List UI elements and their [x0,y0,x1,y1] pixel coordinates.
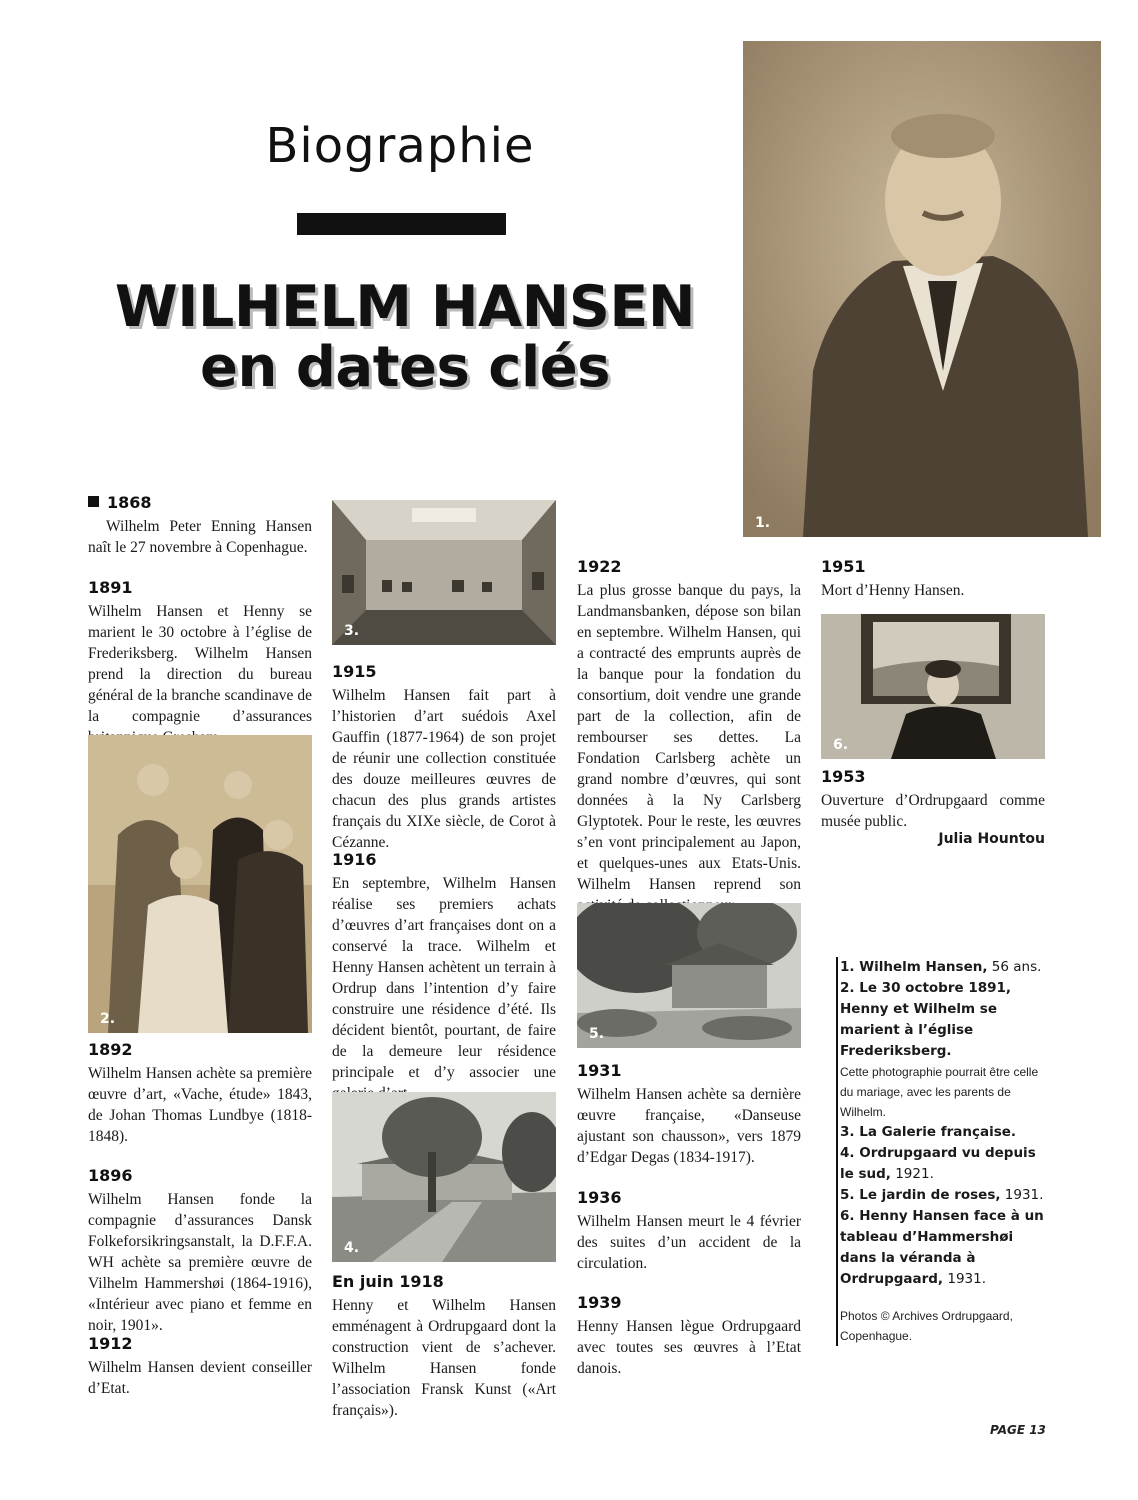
caption-6: 6. Henny Hansen face à un tableau d’Hammershøi dans la véranda à Ordrupgaard, 1931. [840,1208,1044,1287]
caption-2-detail: Cette photographie pourrait être celle du mariage, avec les parents de Wilhelm. [840,1065,1039,1119]
entry-text: Wilhelm Peter Enning Hansen naît le 27 novembre à Copenhague. [88,518,312,556]
entry-text: Henny et Wilhelm Hansen emménagent à Ordrupgaard dont la construction vient de s’achever. Wilhelm Hansen fonde l’association Fransk Kunst («Art français»). [332,1297,556,1419]
entry-text: Wilhelm Hansen meurt le 4 février des suites d’un accident de la circulation. [577,1213,801,1272]
caption-5: 5. Le jardin de roses, 1931. [840,1187,1044,1203]
portrait-photo [743,41,1101,537]
entry-year: 1931 [577,1061,622,1080]
photo-number: 3. [344,623,360,639]
entry-year: 1891 [88,578,133,597]
section-title: Biographie [265,118,535,174]
entry-text: Wilhelm Hansen achète sa dernière œuvre française, «Danseuse ajustant son chausson», vers 1879 d’Edgar Degas (1834-1917). [577,1086,801,1166]
page-title [90,274,720,400]
photo-number: 4. [344,1240,360,1256]
page-number: PAGE 13 [990,1423,1046,1437]
entry-year: 1936 [577,1188,622,1207]
entry-1922 [577,557,801,916]
title-divider [297,213,506,235]
entry-1868 [88,493,312,558]
entry-text: Wilhelm Hansen achète sa première œuvre d’art, «Vache, étude» 1843, de Johan Thomas Lundbye (1818-1848). [88,1065,312,1145]
entry-year: 1915 [332,662,377,681]
title-line-1: WILHELM HANSEN [114,274,696,340]
caption-2: 2. Le 30 octobre 1891, Henny et Wilhelm se marient à l’église Frederiksberg. [840,980,1012,1059]
entry-text: Henny Hansen lègue Ordrupgaard avec toutes ses œuvres à l’Etat danois. [577,1318,801,1377]
gallery-photo-icon [332,500,556,645]
entry-year: 1868 [88,493,312,512]
entry-year: 1951 [821,557,866,576]
entry-year: 1892 [88,1040,133,1059]
house-photo-icon [332,1092,556,1262]
entry-1916 [332,850,556,1104]
entry-text: Ouverture d’Ordrupgaard comme musée public. [821,792,1045,830]
garden-photo [577,903,801,1048]
author-signature: Julia Hountou [938,831,1045,847]
portrait-photo-icon [743,41,1101,537]
entry-year: 1922 [577,557,622,576]
entry-1892 [88,1040,312,1147]
entry-1953 [821,767,1045,832]
entry-1951 [821,557,1045,601]
entry-1915 [332,662,556,853]
bullet-square-icon [88,496,99,507]
entry-1939 [577,1293,801,1379]
entry-year: En juin 1918 [332,1272,444,1291]
entry-text: Mort d’Henny Hansen. [821,582,965,599]
photo-number: 1. [755,515,771,531]
title-line-2: en dates clés [200,334,610,400]
house-photo [332,1092,556,1262]
gallery-photo [332,500,556,645]
entry-1912 [88,1334,312,1399]
entry-1891 [88,578,312,748]
garden-photo-icon [577,903,801,1048]
entry-year: 1953 [821,767,866,786]
caption-4: 4. Ordrupgaard vu depuis le sud, 1921. [840,1145,1036,1182]
photo-credit: Photos © Archives Ordrupgaard, Copenhague. [840,1309,1013,1343]
entry-text: La plus grosse banque du pays, la Landmansbanken, dépose son bilan en septembre. Wilhelm Hansen, qui a contracté des emprunts auprès de la banque pour la fondation du consortium, doit vendre une grande part de la collection, afin de rembourser ses dettes. La Fondation Carlsberg achète un grand nombre d’œuvres, qui sont données à la Ny Carlsberg Glyptotek. Pour le reste, les œuvres s’en vont principalement au Japon, et quelques-unes aux Etats-Unis. Wilhelm Hansen reprend son [577,582,801,893]
photo-number: 6. [833,737,849,753]
photo-captions [836,957,1046,1346]
entry-text: En septembre, Wilhelm Hansen réalise ses premiers achats d’œuvres d’art françaises dont on a conservé la trace. Wilhelm et Henny Hansen achètent un terrain à Ordrup dans l’intention d’y faire construire une résidence d’été. Ils décident bientôt, pourtant, de faire de la demeure leur résidence principale et d’y associer une [332,875,556,1081]
family-photo-icon [88,735,312,1033]
caption-1: 1. Wilhelm Hansen, 56 ans. [840,959,1042,975]
entry-year: 1939 [577,1293,622,1312]
photo-number: 5. [589,1026,605,1042]
entry-1931 [577,1061,801,1168]
entry-year: 1896 [88,1166,133,1185]
entry-text: Wilhelm Hansen fonde la compagnie d’assurances Dansk Folkeforsikringsanstalt, la D.F.F.A. WH achète sa première œuvre de Vilhelm Hammershøi (1864-1916), «Intérieur avec piano et femme en noir, 1901». [88,1191,312,1334]
entry-1896 [88,1166,312,1336]
woman-photo [821,614,1045,759]
family-photo [88,735,312,1033]
caption-3: 3. La Galerie française. [840,1124,1017,1140]
entry-1918 [332,1272,556,1421]
entry-text: Wilhelm Hansen et Henny se marient le 30 octobre à l’église de Frederiksberg. Wilhelm Hansen prend la direction du bureau général de la branche scandinave de la compagnie d’assurances [88,603,312,725]
entry-year: 1912 [88,1334,133,1353]
entry-text: Wilhelm Hansen fait part à l’historien d’art suédois Axel Gauffin (1877-1964) de son projet de réunir une collection constituée des douze meilleures œuvres de chacun des plus grands artistes français du XIXe siècle, de Corot à Cézanne. [332,687,556,851]
entry-year: 1916 [332,850,377,869]
entry-1936 [577,1188,801,1274]
entry-text: Wilhelm Hansen devient conseiller d’Etat. [88,1359,312,1397]
woman-photo-icon [821,614,1045,759]
photo-number: 2. [100,1011,116,1027]
